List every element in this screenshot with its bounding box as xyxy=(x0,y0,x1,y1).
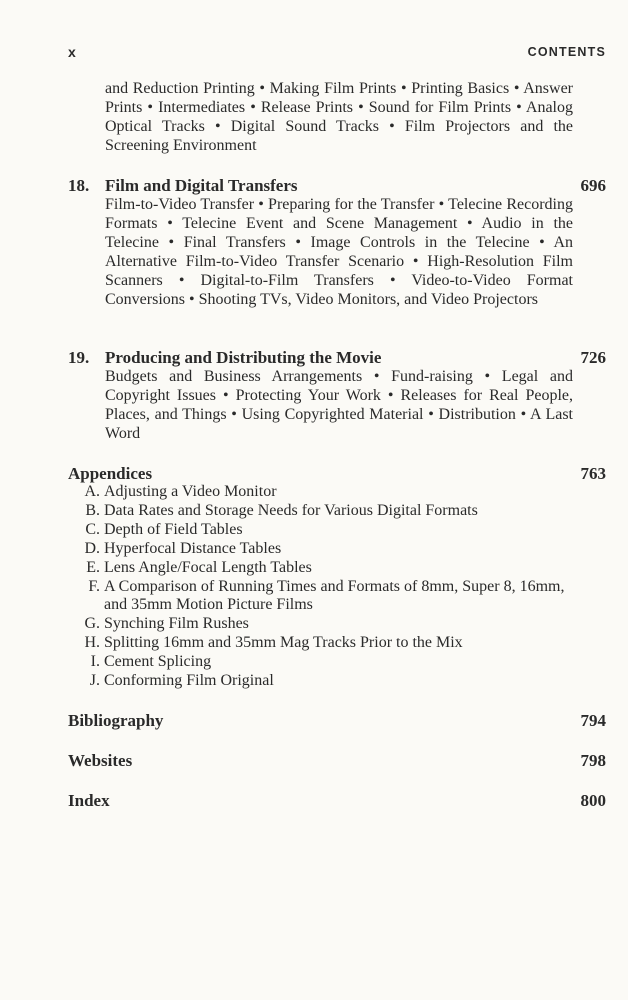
chapter-page: 726 xyxy=(580,348,606,367)
appendix-letter: H. xyxy=(84,634,100,652)
appendices-page: 763 xyxy=(580,464,606,483)
chapter-18-summary: Film-to-Video Transfer • Preparing for the Transfer • Telecine Recording Formats • Telecine Event and Scene Management • Audio in the Telecine • Final Transfers • Image Controls in the Telecine • An Alternative Film-to-Video Transfer Scenario • High-Resolution Film Scanners • Digital-to-Film Transfers • Video-to-Video Format Conversions • Shooting TVs, Video Monitors, and Video Projectors xyxy=(105,196,573,308)
appendices-entry[interactable] xyxy=(68,464,606,484)
appendix-item[interactable] xyxy=(84,634,584,653)
appendix-letter: J. xyxy=(89,672,100,690)
appendix-item[interactable] xyxy=(90,653,584,672)
appendix-item[interactable] xyxy=(84,483,584,502)
chapter-title: Producing and Distributing the Movie xyxy=(105,348,382,367)
appendix-title: Adjusting a Video Monitor xyxy=(104,483,277,500)
appendix-letter: G. xyxy=(84,615,100,633)
appendix-title: Synching Film Rushes xyxy=(104,615,249,633)
appendix-item[interactable] xyxy=(84,615,584,634)
appendix-title: Hyperfocal Distance Tables xyxy=(104,539,282,557)
chapter-18-entry[interactable] xyxy=(68,176,606,196)
bibliography-entry[interactable] xyxy=(68,711,606,731)
appendix-title: Data Rates and Storage Needs for Various Digital Formats xyxy=(104,501,478,519)
appendix-title: Cement Splicing xyxy=(104,653,212,671)
appendix-letter: F. xyxy=(88,577,100,595)
appendix-title: Depth of Field Tables xyxy=(104,520,243,538)
appendix-letter: A. xyxy=(84,483,100,500)
chapter-title: Film and Digital Transfers xyxy=(105,176,298,195)
chapter-number: 19. xyxy=(68,348,90,367)
appendix-letter: C. xyxy=(85,520,100,538)
index-entry[interactable] xyxy=(68,791,606,811)
appendix-title: Splitting 16mm and 35mm Mag Tracks Prior to the Mix xyxy=(104,634,463,652)
appendix-item[interactable] xyxy=(88,577,584,616)
entry-title: Websites xyxy=(68,751,133,770)
chapter-19-summary: Budgets and Business Arrangements • Fund-raising • Legal and Copyright Issues • Protecting Your Work • Releases for Real People, Places, and Things • Using Copyrighted Material • Distribution • A Last Word xyxy=(105,368,573,442)
entry-title: Index xyxy=(68,791,110,810)
chapter-17-continuation: and Reduction Printing • Making Film Prints • Printing Basics • Answer Prints • Intermediates • Release Prints • Sound for Film Prints • Analog Optical Tracks • Digital Sound Tracks • Film Projectors and the Screening Environment xyxy=(105,80,573,154)
appendix-item[interactable] xyxy=(86,558,584,578)
appendix-letter: B. xyxy=(85,501,100,519)
appendix-title: A Comparison of Running Times and Formats of 8mm, Super 8, 16mm, and 35mm Motion Picture Films xyxy=(104,577,565,614)
appendix-letter: E. xyxy=(86,558,100,576)
appendices-title: Appendices xyxy=(68,464,153,483)
appendix-item[interactable] xyxy=(84,539,584,559)
chapter-page: 696 xyxy=(580,176,606,195)
appendix-letter: I. xyxy=(90,653,100,671)
entry-page: 800 xyxy=(580,791,606,810)
websites-entry[interactable] xyxy=(68,751,606,771)
appendix-title: Lens Angle/Focal Length Tables xyxy=(104,558,312,576)
appendix-list xyxy=(84,483,584,691)
appendix-title: Conforming Film Original xyxy=(104,672,274,690)
chapter-number: 18. xyxy=(68,176,90,195)
appendix-item[interactable] xyxy=(89,672,584,691)
entry-page: 794 xyxy=(580,711,606,730)
entry-page: 798 xyxy=(580,751,606,770)
page-number: x xyxy=(68,44,77,60)
appendix-item[interactable] xyxy=(85,520,584,540)
chapter-19-entry[interactable] xyxy=(68,348,606,368)
appendix-item[interactable] xyxy=(85,501,584,521)
appendix-letter: D. xyxy=(84,539,100,557)
running-header: CONTENTS xyxy=(527,45,606,59)
entry-title: Bibliography xyxy=(68,711,164,730)
